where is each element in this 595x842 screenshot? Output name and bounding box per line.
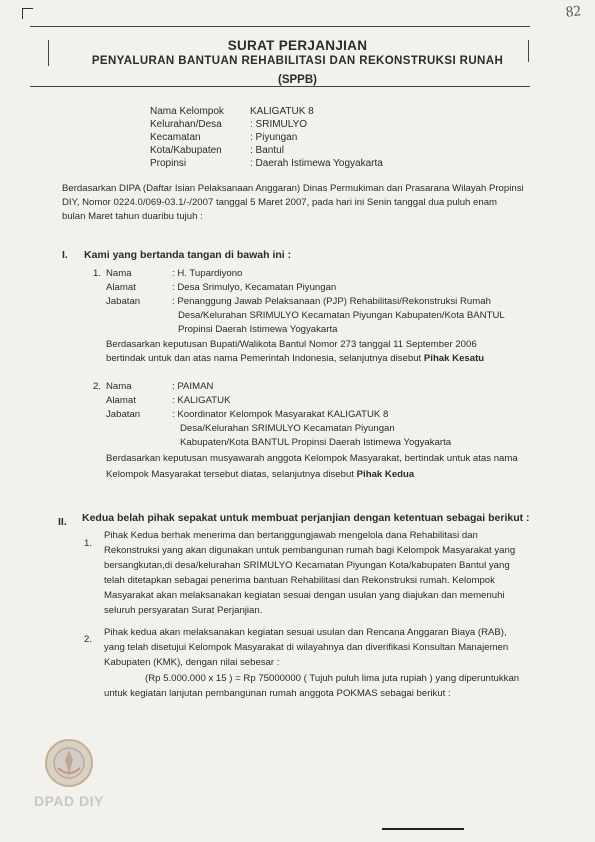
item-line: Pihak kedua akan melaksanakan kegiatan sesuai usulan dan Rencana Anggaran Biaya (RAB), bbox=[104, 627, 507, 638]
party-role: Pihak Kedua bbox=[356, 469, 415, 480]
section-number: I. bbox=[62, 249, 68, 261]
basis-line: Berdasarkan keputusan Bupati/Walikota Bantul Nomor 273 tanggal 11 September 2006 bbox=[106, 339, 477, 350]
field-value: : KALIGATUK bbox=[172, 395, 231, 406]
identity-value: : Daerah Istimewa Yogyakarta bbox=[250, 158, 383, 169]
field-label: Alamat bbox=[106, 282, 136, 293]
section-heading: Kami yang bertanda tangan di bawah ini : bbox=[84, 249, 292, 261]
identity-label: Kota/Kabupaten bbox=[150, 145, 222, 156]
field-label: Alamat bbox=[106, 395, 136, 406]
item-line: Kabupaten (KMK), dengan nilai sebesar : bbox=[104, 657, 280, 668]
footer-line bbox=[382, 828, 464, 830]
field-value: : Desa Srimulyo, Kecamatan Piyungan bbox=[172, 282, 337, 293]
field-label: Jabatan bbox=[106, 409, 141, 420]
item-number: 1. bbox=[84, 538, 93, 549]
identity-label: Propinsi bbox=[150, 158, 187, 169]
identity-value: : Bantul bbox=[250, 145, 284, 156]
field-value: : H. Tupardiyono bbox=[172, 268, 243, 279]
document-subtitle: PENYALURAN BANTUAN REHABILITASI DAN REKONSTRUKSI RUNAH bbox=[91, 55, 504, 67]
field-value: : Koordinator Kelompok Masyarakat KALIGATUK 8 bbox=[172, 409, 389, 420]
field-continuation: Propinsi Daerah Istimewa Yogyakarta bbox=[178, 324, 338, 335]
header-top-line bbox=[30, 26, 530, 27]
field-continuation: Desa/Kelurahan SRIMULYO Kecamatan Piyungan bbox=[180, 423, 395, 434]
basis-line bbox=[106, 353, 484, 364]
party-number: 1. bbox=[93, 268, 102, 279]
item-line: seluruh persyaratan Surat Perjanjian. bbox=[104, 605, 263, 616]
header-bottom-line bbox=[30, 86, 530, 87]
intro-line: Berdasarkan DIPA (Daftar Isian Pelaksanaan Anggaran) Dinas Permukiman dan Prasarana Wilayah Propinsi bbox=[62, 183, 524, 194]
item-line: Pihak Kedua berhak menerima dan bertanggungjawab mengelola dana Rehabilitasi dan bbox=[104, 530, 478, 541]
basis-line: Berdasarkan keputusan musyawarah anggota Kelompok Masyarakat, bertindak untuk atas nama bbox=[106, 453, 518, 464]
identity-label: Kelurahan/Desa bbox=[150, 119, 222, 130]
item-number: 2. bbox=[84, 634, 93, 645]
basis-text: Kelompok Masyarakat tersebut diatas, selanjutnya disebut bbox=[106, 469, 357, 480]
field-value: : Penanggung Jawab Pelaksanaan (PJP) Rehabilitasi/Rekonstruksi Rumah bbox=[172, 296, 491, 307]
party-role: Pihak Kesatu bbox=[423, 353, 485, 364]
identity-value: KALIGATUK 8 bbox=[250, 106, 314, 117]
field-continuation: Desa/Kelurahan SRIMULYO Kecamatan Piyungan Kabupaten/Kota BANTUL bbox=[178, 310, 505, 321]
intro-line: DIY, Nomor 0224.0/069-03.1/-/2007 tanggal 5 Maret 2007, pada hari ini Senin tanggal dua puluh enam bbox=[62, 197, 498, 208]
item-line: Masyarakat akan melaksanakan kegiatan sesuai dengan usulan yang diajukan dan memenuhi bbox=[104, 590, 505, 601]
corner-mark bbox=[22, 8, 33, 19]
budget-formula: (Rp 5.000.000 x 15 ) = Rp 75000000 ( Tujuh puluh lima juta rupiah ) yang diperuntukkan bbox=[145, 673, 520, 684]
identity-label: Kecamatan bbox=[150, 132, 201, 143]
field-continuation: Kabupaten/Kota BANTUL Propinsi Daerah Istimewa Yogyakarta bbox=[180, 437, 452, 448]
identity-value: : SRIMULYO bbox=[250, 119, 308, 130]
item-line: untuk kegiatan lanjutan pembangunan rumah anggota POKMAS sebagai berikut : bbox=[104, 688, 451, 699]
basis-text: bertindak untuk dan atas nama Pemerintah Indonesia, selanjutnya disebut bbox=[106, 353, 424, 364]
field-label: Jabatan bbox=[106, 296, 141, 307]
field-label: Nama bbox=[106, 268, 132, 279]
party-number: 2. bbox=[93, 381, 102, 392]
section-number: II. bbox=[58, 516, 67, 528]
identity-value: : Piyungan bbox=[250, 132, 298, 143]
basis-line bbox=[106, 469, 414, 480]
item-line: yang telah disetujui Kelompok Masyarakat di wilayahnya dan diverifikasi Konsultan Manajemen bbox=[104, 642, 509, 653]
document-title: SURAT PERJANJIAN bbox=[227, 38, 368, 53]
document-abbreviation: (SPPB) bbox=[278, 74, 317, 86]
field-label: Nama bbox=[106, 381, 132, 392]
field-value: : PAIMAN bbox=[172, 381, 214, 392]
item-line: bersangkutan,di desa/kelurahan SRIMULYO Kecamatan Piyungan Kota/kabupaten Bantul yang bbox=[104, 560, 510, 571]
identity-label: Nama Kelompok bbox=[150, 106, 224, 117]
item-line: telah ditetapkan sebagai penerima bantuan Rehabilitasi dan Rekonstruksi rumah. Kelompok bbox=[104, 575, 495, 586]
page-number: 82 bbox=[565, 3, 582, 21]
item-line: Rekonstruksi yang akan digunakan untuk pembangunan rumah bagi Kelompok Masyarakat yang bbox=[104, 545, 516, 556]
section-heading: Kedua belah pihak sepakat untuk membuat perjanjian dengan ketentuan sebagai berikut : bbox=[82, 512, 530, 524]
watermark-text: DPAD DIY bbox=[34, 793, 104, 809]
intro-line: bulan Maret tahun duaribu tujuh : bbox=[62, 211, 203, 222]
dpad-seal-icon bbox=[44, 738, 94, 788]
